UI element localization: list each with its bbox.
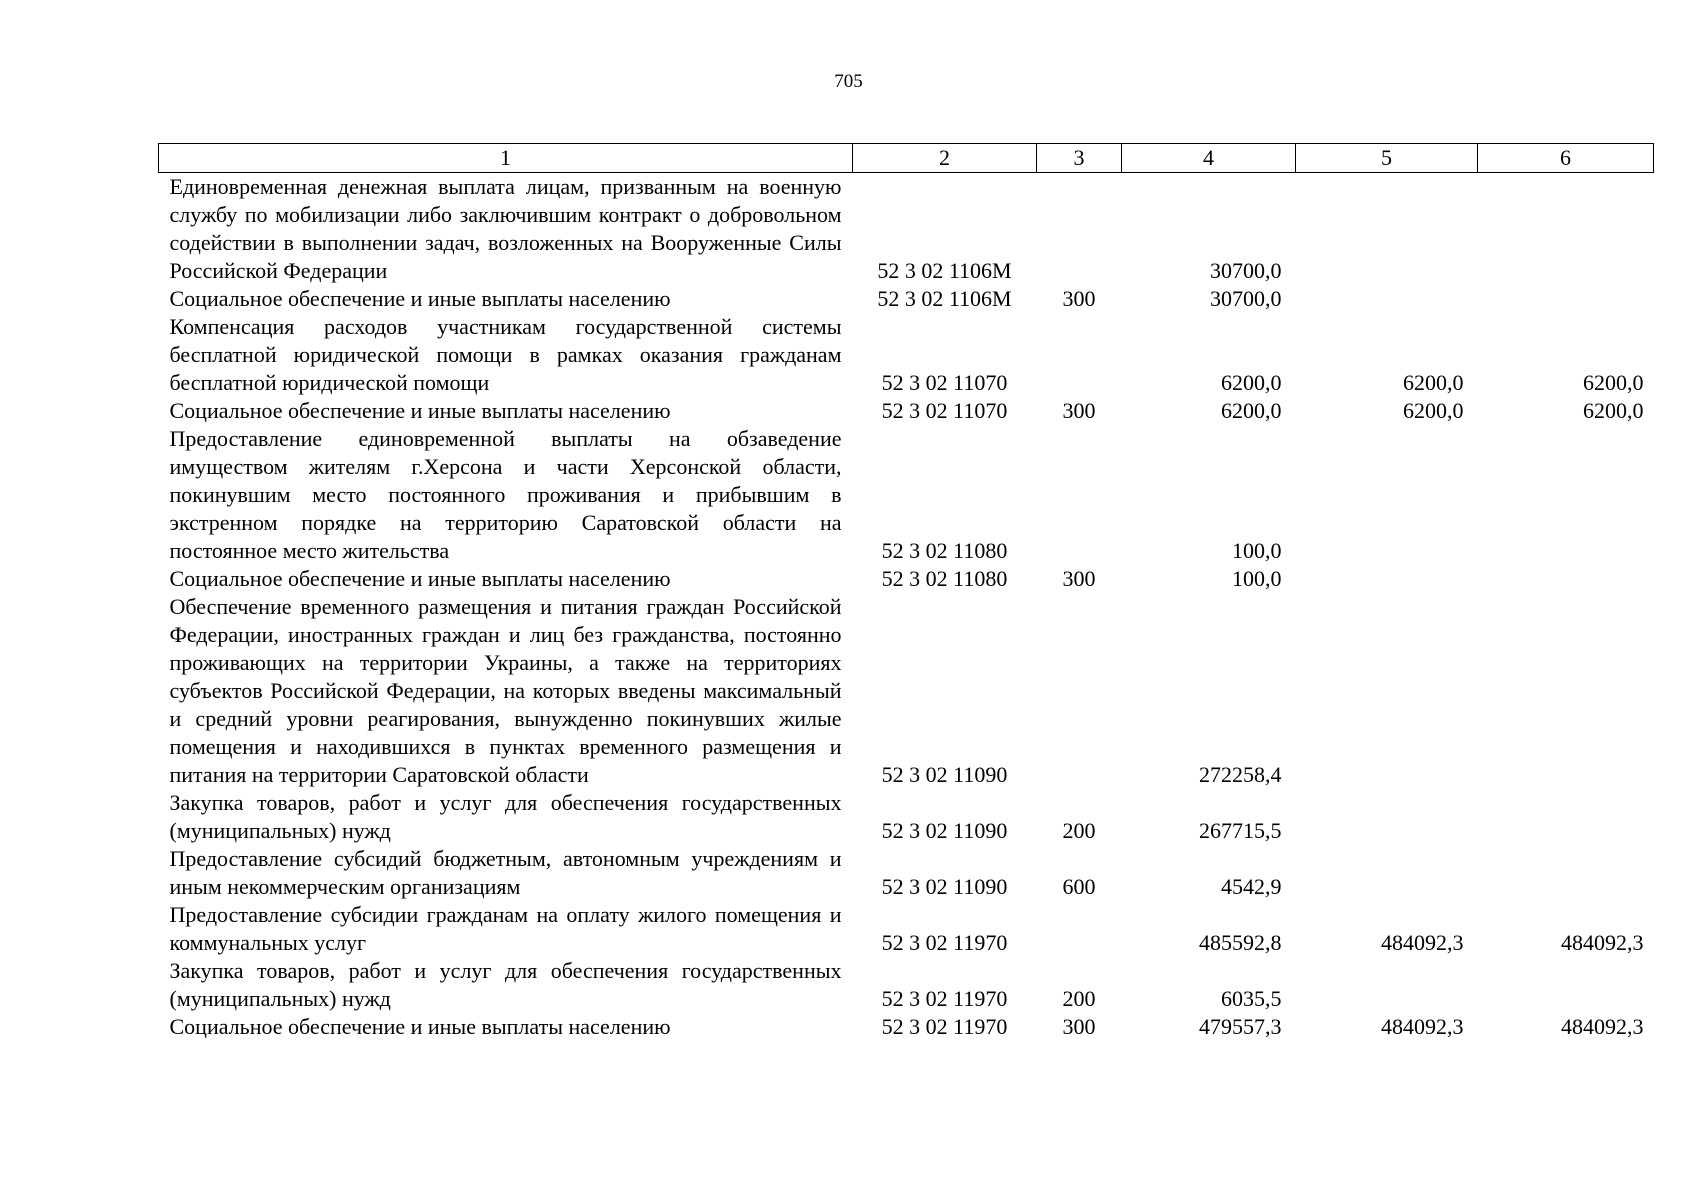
expense-type-code [1037,593,1122,789]
amount-col4: 6200,0 [1221,370,1282,395]
expense-name: Социальное обеспечение и иные выплаты населению [169,286,671,311]
classification-code: 52 3 02 11080 [881,566,1008,591]
table-row [159,313,1654,397]
table-row [159,957,1654,1013]
table-row [159,285,1654,313]
expense-type-code [1037,901,1122,957]
expense-name: Социальное обеспечение и иные выплаты населению [169,566,671,591]
expense-name: Предоставление субсидий бюджетным, автономным учреждениям и иным некоммерческим организациям [169,846,842,899]
amount-col4: 30700,0 [1210,286,1282,311]
column-header: 3 [1037,144,1122,173]
amount-col4: 272258,4 [1199,762,1282,787]
amount-col6 [1478,425,1654,565]
budget-table [158,143,1654,1041]
amount-col4: 6035,5 [1221,986,1282,1011]
amount-col5 [1296,593,1478,789]
expense-name: Предоставление субсидии гражданам на оплату жилого помещения и коммунальных услуг [169,902,842,955]
classification-code: 52 3 02 11070 [881,370,1008,395]
table-row [159,593,1654,789]
expense-type-code: 300 [1062,398,1096,423]
expense-type-code: 200 [1062,986,1096,1011]
amount-col5: 6200,0 [1403,370,1464,395]
expense-name: Единовременная денежная выплата лицам, призванным на военную службу по мобилизации либо заключившим контракт о добровольном содействии в выполнении задач, возложенных на Вооруженные Силы Российской Федерации [169,174,842,283]
amount-col4: 485592,8 [1199,930,1282,955]
amount-col4: 30700,0 [1210,258,1282,283]
expense-name: Предоставление единовременной выплаты на обзаведение имуществом жителям г.Херсона и части Херсонской области, покинувшим место постоянного проживания и прибывшим в экстренном порядке на территорию Саратовской области на постоянное место жительства [169,426,842,563]
expense-type-code [1037,173,1122,286]
classification-code: 52 3 02 1106М [877,286,1012,311]
amount-col4: 267715,5 [1199,818,1282,843]
amount-col5 [1296,173,1478,286]
amount-col6 [1478,593,1654,789]
amount-col6: 6200,0 [1583,370,1644,395]
amount-col5 [1296,845,1478,901]
amount-col6 [1478,845,1654,901]
amount-col6 [1478,285,1654,313]
expense-name: Компенсация расходов участникам государственной системы бесплатной юридической помощи в рамках оказания гражданам бесплатной юридической помощи [169,314,842,395]
classification-code: 52 3 02 11090 [881,874,1008,899]
amount-col4: 479557,3 [1199,1014,1282,1039]
amount-col6: 484092,3 [1561,930,1644,955]
table-body [159,173,1654,1042]
amount-col5: 6200,0 [1403,398,1464,423]
expense-type-code: 300 [1062,1014,1096,1039]
classification-code: 52 3 02 11970 [881,1014,1008,1039]
expense-name: Закупка товаров, работ и услуг для обеспечения государственных (муниципальных) нужд [169,790,842,843]
classification-code: 52 3 02 11090 [881,818,1008,843]
classification-code: 52 3 02 1106М [877,258,1012,283]
amount-col6 [1478,173,1654,286]
amount-col5 [1296,789,1478,845]
amount-col6 [1478,789,1654,845]
column-header: 2 [853,144,1037,173]
table-row [159,901,1654,957]
amount-col5 [1296,957,1478,1013]
expense-type-code [1037,313,1122,397]
table-row [159,789,1654,845]
table-row [159,565,1654,593]
amount-col5: 484092,3 [1381,930,1464,955]
expense-type-code: 600 [1062,874,1096,899]
amount-col4: 6200,0 [1221,398,1282,423]
classification-code: 52 3 02 11970 [881,986,1008,1011]
table-row [159,845,1654,901]
amount-col5 [1296,565,1478,593]
amount-col6 [1478,957,1654,1013]
expense-name: Закупка товаров, работ и услуг для обеспечения государственных (муниципальных) нужд [169,958,842,1011]
expense-type-code: 300 [1062,286,1096,311]
column-header: 4 [1122,144,1296,173]
classification-code: 52 3 02 11070 [881,398,1008,423]
amount-col6: 484092,3 [1561,1014,1644,1039]
table-row [159,173,1654,286]
table-row [159,1013,1654,1041]
amount-col4: 100,0 [1232,566,1282,591]
page-number: 705 [834,71,863,92]
expense-name: Социальное обеспечение и иные выплаты населению [169,398,671,423]
expense-type-code [1037,425,1122,565]
table-row [159,425,1654,565]
column-header: 5 [1296,144,1478,173]
amount-col4: 4542,9 [1221,874,1282,899]
expense-name: Обеспечение временного размещения и питания граждан Российской Федерации, иностранных граждан и лиц без гражданства, постоянно проживающих на территории Украины, а также на территориях субъектов Российской Федерации, на которых введены максимальный и средний уровни реагирования, вынужденно покинувших жилые помещения и находившихся в пунктах временного размещения и питания на территории Саратовской области [169,594,842,787]
classification-code: 52 3 02 11090 [881,762,1008,787]
amount-col6: 6200,0 [1583,398,1644,423]
amount-col5 [1296,425,1478,565]
expense-type-code: 300 [1062,566,1096,591]
expense-type-code: 200 [1062,818,1096,843]
classification-code: 52 3 02 11970 [881,930,1008,955]
amount-col4: 100,0 [1232,538,1282,563]
amount-col5: 484092,3 [1381,1014,1464,1039]
header-row [159,144,1654,173]
table-row [159,397,1654,425]
column-header: 1 [159,144,853,173]
classification-code: 52 3 02 11080 [881,538,1008,563]
amount-col6 [1478,565,1654,593]
expense-name: Социальное обеспечение и иные выплаты населению [169,1014,671,1039]
column-header: 6 [1478,144,1654,173]
table-header [159,144,1654,173]
amount-col5 [1296,285,1478,313]
